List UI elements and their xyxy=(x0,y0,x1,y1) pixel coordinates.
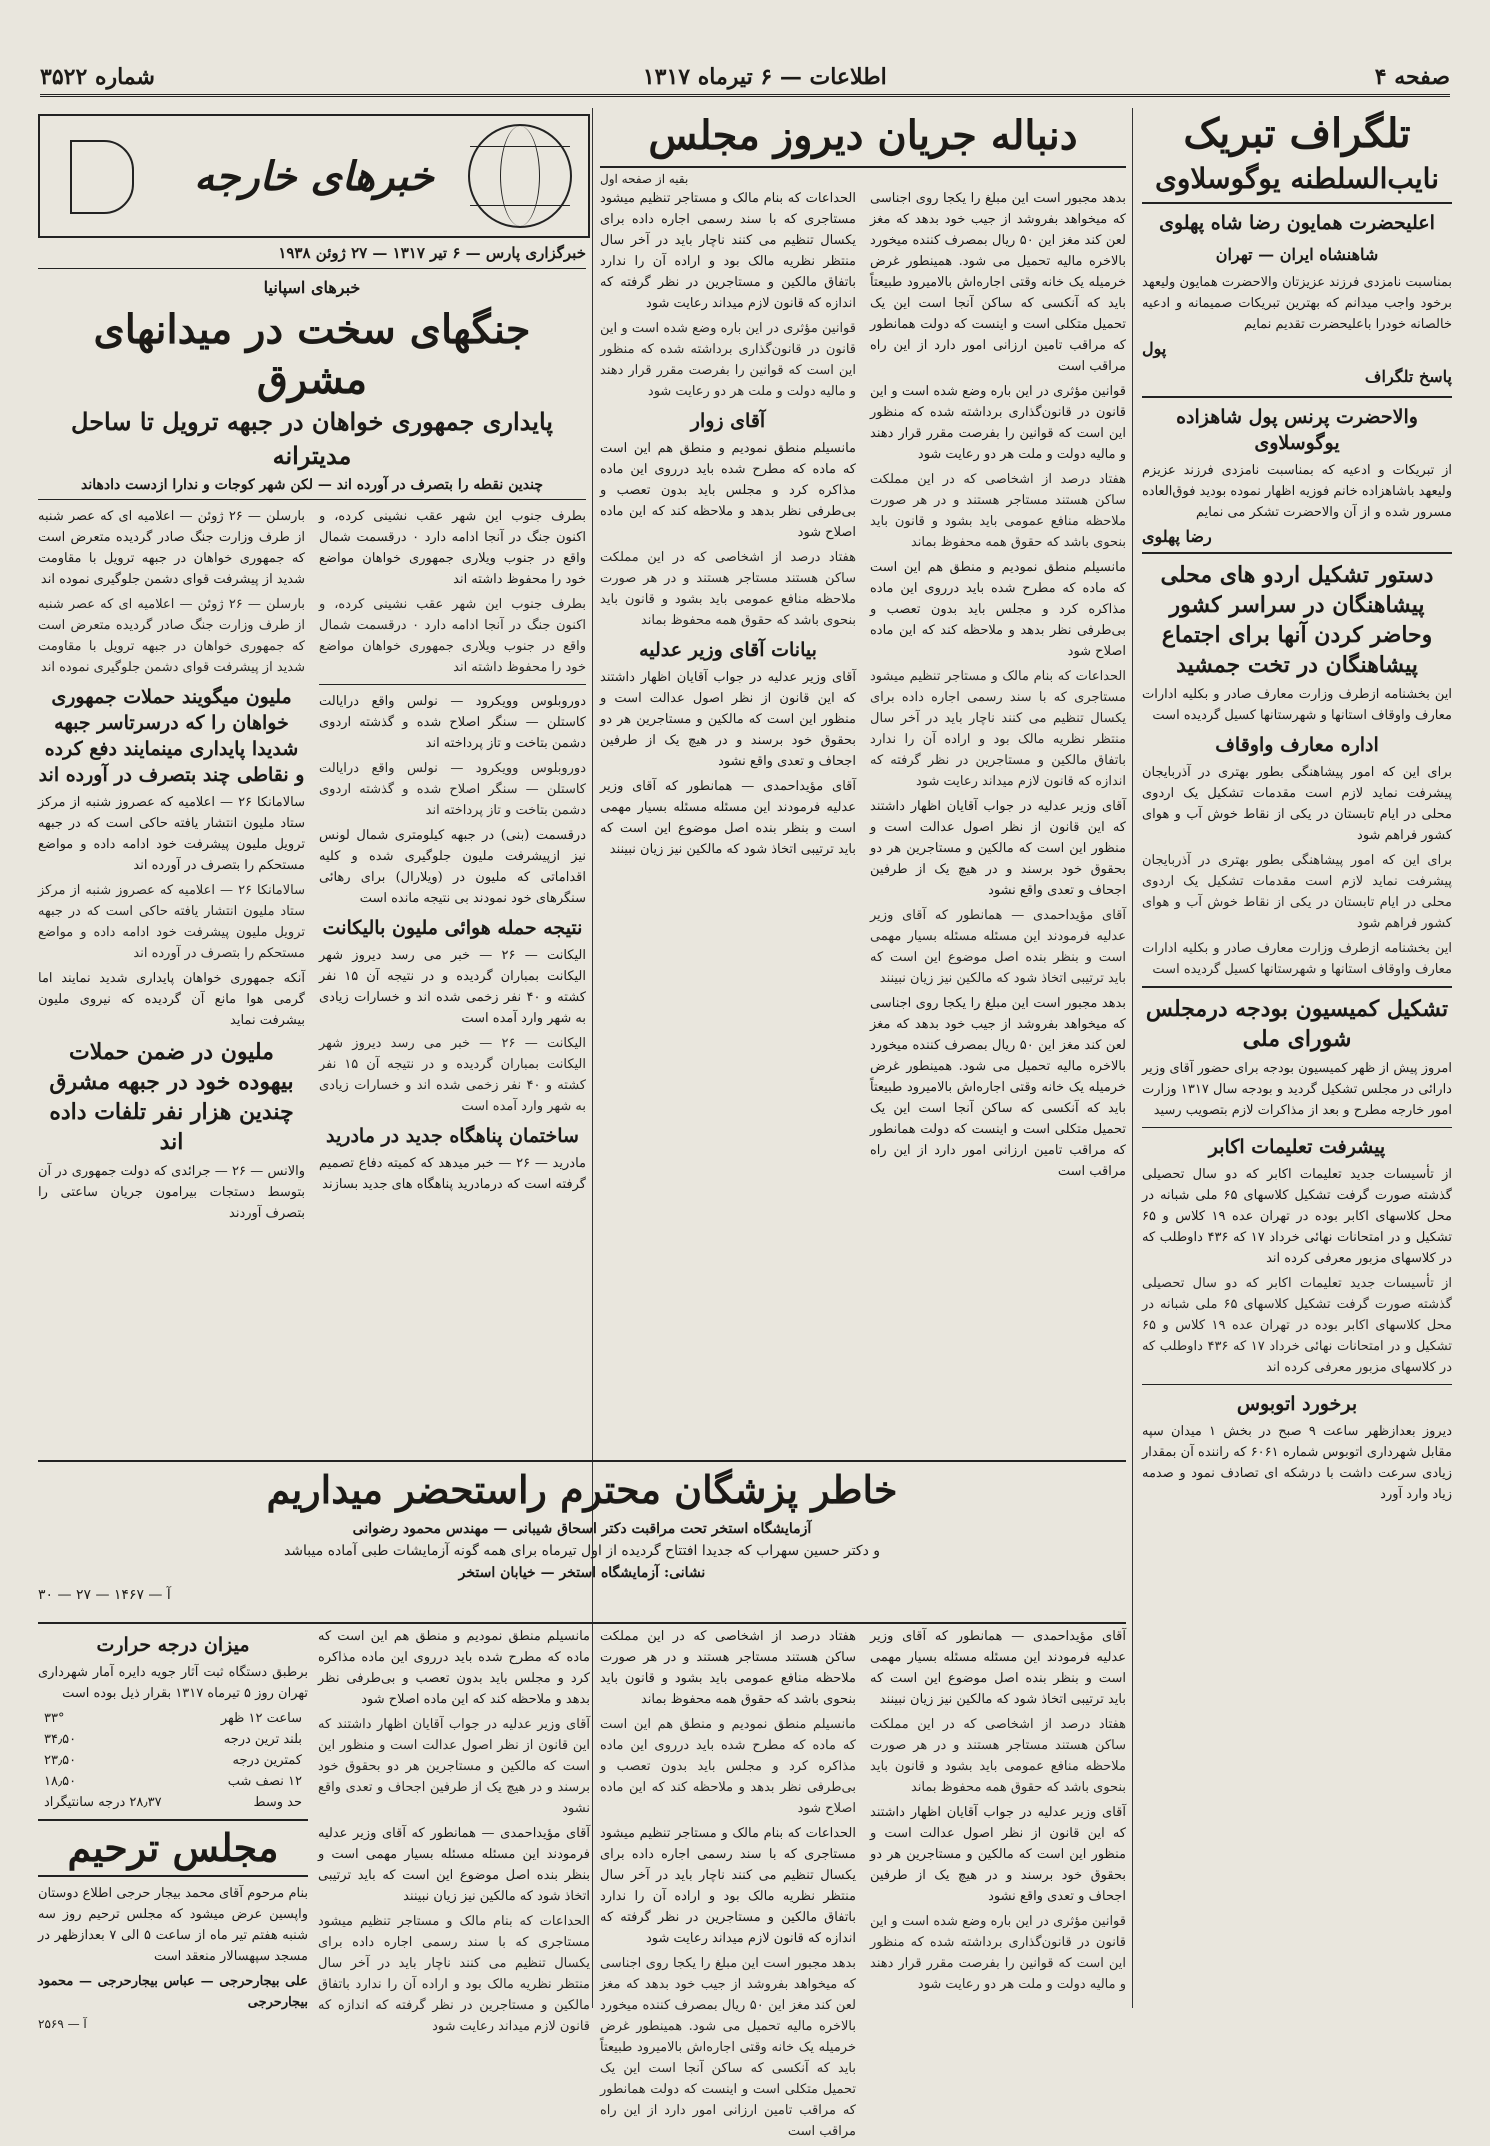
weather-row xyxy=(38,1708,308,1729)
article-text: بدهد مجبور است این مبلغ را یکجا روی اجناسی که میخواهد بفروشد از جیب خود بدهد که مغز لعن کند مغز این ۵۰ ریال بمصرف کننده میخورد بالاخره مالیه تحمیل می شود. همینطور غرض خرمیله یک خانه وقتی اجاره‌اش بالامیرود طبیعتاً باید که آنکسی که ساکن آنجا است این یک تحمیل متکلی است و اینست که دولت همانطور که مراقب تامین ارزانی امور دارد از این راه مراقب است xyxy=(600,1956,856,2139)
memorial-code: آ — ۲۵۶۹ xyxy=(38,2017,87,2031)
text-column xyxy=(38,506,305,1228)
column-rule xyxy=(592,108,593,2008)
telegraph-subtitle: نایب‌السلطنه یوگوسلاوی xyxy=(1142,160,1452,204)
divider xyxy=(1142,1384,1452,1385)
subheadline: پایداری جمهوری خواهان در جبهه ترویل تا ساحل مدیترانه xyxy=(71,407,553,470)
article-text: مانسیلم منطق نمودیم و منطق هم این است که ماده که مطرح شده باید درروی این ماده مذاکره کرد و مجلس باید بدون تعصب و بی‌طرفی نظر بدهد و ملاحظه کند که این ماده اصلاح شود xyxy=(600,441,856,540)
article-text: آقای مؤیداحمدی — همانطور که آقای وزیر عدلیه فرمودند این مسئله مسئله بسیار مهمی است و بنظر بنده اصل موضوع این است که باید ترتیبی اتخاذ شود که مالکین نیز زیان نبینند xyxy=(600,779,856,857)
article-text: هفتاد درصد از اشخاصی که در این مملکت ساکن هستند مستاجر هستند و در هر صورت ملاحظه منافع عمومی باید بشود و قانون باید بنحوی باشد که حقوق همه محفوظ بماند xyxy=(600,1629,856,1707)
continued-note: بقیه از صفحه اول xyxy=(600,172,689,186)
recipient-line: اعلیحضرت همایون رضا شاه پهلوی xyxy=(1159,212,1435,234)
article-text: از تأسیسات جدید تعلیمات اکابر که دو سال تحصیلی گذشته صورت گرفت تشکیل کلاسهای ۶۵ ملی شبانه در محل کلاسهای اکابر بوده در تهران عده ۱۹ کلاس و ۶۵ تشکیل و در امتحانات نهائی خرداد ۱۷ که ۴۳۶ داوطلب که در کلاسهای مزبور معرفی کرده اند xyxy=(1142,1276,1453,1375)
article-text: بطرف جنوب این شهر عقب نشینی کرده، و اکنون جنگ در آنجا ادامه دارد ۰ درقسمت شمال واقع در جنوب ویلاری جمهوری خواهان مواضع خود را محفوظ داشته اند xyxy=(319,597,586,675)
telegram-text: بمناسبت نامزدی فرزند عزیزتان والاحضرت همایون ولیعهد برخود واجب میدانم که بهترین تبریکات صمیمانه و ادعیه خالصانه خودرا باعلیحضرت تقدیم نمایم xyxy=(1142,275,1452,332)
weather-label: کمترین درجه xyxy=(232,1753,302,1768)
signature: رضا پهلوی xyxy=(1142,527,1212,546)
article-text: این بخشنامه ازطرف وزارت معارف صادر و بکلیه ادارات معارف واوقاف استانها و شهرستانها کسیل گردیده است xyxy=(1142,687,1452,723)
page-number: صفحه ۴ xyxy=(1374,64,1450,90)
article-text: الیکانت — ۲۶ — خبر می رسد دیروز شهر الیکانت بمباران گردیده و در نتیجه آن ۱۵ نفر کشته و ۴۰ نفر زخمی شده اند و خسارات زیادی به شهر وارد آمده است xyxy=(319,948,587,1026)
divider xyxy=(1142,1127,1452,1128)
article-text: آقای وزیر عدلیه در جواب آقایان اظهار داشتند که این قانون از نظر اصول عدالت است و منظور این است که مالکین و مستاجرین هر دو بحقوق خود برسند و در هیچ یک از طرفین اجحاف و تعدی واقع نشود xyxy=(600,670,856,769)
text-column xyxy=(600,1626,856,2146)
article-text: برای این که امور پیشاهنگی بطور بهتری در آذربایجان پیشرفت نماید لازم است مقدمات تشکیل یک اردوی محلی در ایام تابستان در یکی از نقاط خوش آب و هوای کشور فراهم شود xyxy=(1142,765,1452,843)
deck: چندین نقطه را بتصرف در آورده اند — لکن شهر کوجات و ندارا ازدست دادهاند xyxy=(81,477,543,493)
foreign-text-columns xyxy=(38,506,586,1228)
article-text: دوروبلوس وویکرود — نولس واقع درایالت کاستلن — سنگر اصلاح شده و گذشته اردوی دشمن بتاخت و تاز پرداخته اند xyxy=(319,694,586,751)
weather-label: ۱۲ نصف شب xyxy=(227,1774,302,1789)
center-text-columns xyxy=(600,188,1126,1186)
weather-value: ۲۳٫۵۰ xyxy=(44,1753,77,1768)
signature: پول xyxy=(1142,339,1167,358)
bottom-text-columns xyxy=(600,1626,1126,2146)
article-title: دنباله جریان دیروز مجلس xyxy=(600,108,1126,168)
article-text: آقای وزیر عدلیه در جواب آقایان اظهار داشتند که این قانون از نظر اصول عدالت است و منظور این است که مالکین و مستاجرین هر دو بحقوق خود برسند و در هیچ یک از طرفین اجحاف و تعدی واقع نشود xyxy=(870,799,1126,898)
article-text: بارسلن — ۲۶ ژوئن — اعلامیه ای که عصر شنبه از طرف وزارت جنگ صادر گردیده متعرض است که جمهوری خواهان در جبهه ترویل با مقاومت شدید از پیشرفت قوای دشمن جلوگیری نموده اند xyxy=(38,509,305,587)
left-column xyxy=(38,244,586,1444)
article-text: امروز پیش از ظهر کمیسیون بودجه برای حضور آقای وزیر دارائی در مجلس تشکیل گردید و بودجه سال ۱۳۱۷ وزارت امور خارجه مطرح و بعد از مذاکرات لازم بتصویب رسید xyxy=(1142,1061,1452,1118)
text-column xyxy=(600,188,856,1186)
article-text: قوانین مؤثری در این باره وضع شده است و این قانون در قانون‌گذاری برداشته شده که منظور این است که قوانین را بفرصت مقرر قرار دهند و مالیه دولت و ملت هر دو رعایت شود xyxy=(600,321,856,399)
notice-code: آ — ۱۴۶۷ — ۲۷ — ۳۰ xyxy=(38,1587,171,1603)
article-text: هفتاد درصد از اشخاصی که در این مملکت ساکن هستند مستاجر هستند و در هر صورت ملاحظه منافع عمومی باید بشود و قانون باید بنحوی باشد که حقوق همه محفوظ بماند xyxy=(600,550,856,628)
weather-value: ۱۸٫۵۰ xyxy=(44,1774,77,1789)
article-text: الحداعات که بنام مالک و مستاجر تنظیم میشود مستاجری که با سند رسمی اجاره داده برای یکسال تنظیم می کنند ناچار باید در آخر سال منتظر نظریه مالک بود و اراده آن را ندارد باتفاق مالکین و مستاجرین در نظر گرفته که اندازه که قانون لازم میداند رعایت شود xyxy=(870,669,1126,789)
section-head: پیشرفت تعلیمات اکابر xyxy=(1208,1136,1386,1158)
section-head: برخورد اتوبوس xyxy=(1236,1393,1358,1415)
issue-number: شماره ۳۵۲۲ xyxy=(40,64,155,90)
article-text: از تأسیسات جدید تعلیمات اکابر که دو سال تحصیلی گذشته صورت گرفت تشکیل کلاسهای ۶۵ ملی شبانه در محل کلاسهای اکابر بوده در تهران عده ۱۹ کلاس و ۶۵ تشکیل و در امتحانات نهائی خرداد ۱۷ که ۴۳۶ داوطلب که در کلاسهای مزبور معرفی کرده اند xyxy=(1142,1167,1453,1266)
section-head: ملیون در ضمن حملات بیهوده خود در جبهه مشرق چندین هزار نفر تلفات داده اند xyxy=(49,1039,294,1155)
weather-row xyxy=(38,1750,308,1771)
foreign-news-banner xyxy=(38,114,590,238)
article-text: آقای مؤیداحمدی — همانطور که آقای وزیر عدلیه فرمودند این مسئله مسئله بسیار مهمی است و بنظر بنده اصل موضوع این است که باید ترتیبی اتخاذ شود که مالکین نیز زیان نبینند xyxy=(870,908,1126,986)
article-text: این بخشنامه ازطرف وزارت معارف صادر و بکلیه ادارات معارف واوقاف استانها و شهرستانها کسیل گردیده است xyxy=(1142,941,1452,977)
weather-value: ۳۳° xyxy=(44,1711,65,1726)
article-text: سالامانکا ۲۶ — اعلامیه که عصروز شنبه از مرکز ستاد ملیون انتشار یافته حاکی است که در جبهه ترویل ملیون پیشرفت خود ادامه داده و مواضع مستحکم را بتصرف در آورده اند xyxy=(38,883,305,961)
section-head: ملیون میگویند حملات جمهوری خواهان را که درسرتاسر جبهه شدیدا پایداری مینمایند دفع کرده و نقاطی چند بتصرف در آورده اند xyxy=(38,686,305,786)
speech-head: بیانات آقای وزیر عدلیه xyxy=(639,639,817,661)
article-text: بدهد مجبور است این مبلغ را یکجا روی اجناسی که میخواهد بفروشد از جیب خود بدهد که مغز لعن کند مغز این ۵۰ ریال بمصرف کننده میخورد بالاخره مالیه تحمیل می شود. همینطور غرض خرمیله یک خانه وقتی اجاره‌اش بالامیرود طبیعتاً باید که آنکسی که ساکن آنجا است این یک تحمیل متکلی است و اینست که دولت همانطور که مراقب تامین ارزانی امور دارد از این راه مراقب است xyxy=(870,191,1126,374)
article-text: هفتاد درصد از اشخاصی که در این مملکت ساکن هستند مستاجر هستند و در هر صورت ملاحظه منافع عمومی باید بشود و قانون باید بنحوی باشد که حقوق همه محفوظ بماند xyxy=(870,472,1126,550)
weather-row xyxy=(38,1729,308,1750)
article-text: آقای وزیر عدلیه در جواب آقایان اظهار داشتند که این قانون از نظر اصول عدالت است و منظور این است که مالکین و مستاجرین هر دو بحقوق خود برسند و در هیچ یک از طرفین اجحاف و تعدی واقع نشود xyxy=(870,1805,1126,1904)
weather-value: ۳۴٫۵۰ xyxy=(44,1732,77,1747)
weather-label: ساعت ۱۲ ظهر xyxy=(220,1711,302,1726)
memorial-signers: علی بیجارحرجی — عباس بیجارحرجی — محمود بیجارحرجی xyxy=(38,1974,308,2010)
weather-title: میزان درجه حرارت xyxy=(96,1634,250,1656)
divider xyxy=(1142,986,1452,988)
reply-title: پاسخ تلگراف xyxy=(1364,367,1452,386)
banner-title: خبرهای خارجه xyxy=(194,152,434,200)
article-text: مانسیلم منطق نمودیم و منطق هم این است که ماده که مطرح شده باید درروی این ماده مذاکره کرد و مجلس باید بدون تعصب و بی‌طرفی نظر بدهد و ملاحظه کند که این ماده اصلاح شود xyxy=(318,1629,590,1707)
notice-line: و دکتر حسین سهراب که جدیدا افتتاح گردیده از اول تیرماه برای همه گونه آزمایشات طبی آماده میباشد xyxy=(283,1543,881,1559)
section-head: اداره معارف واوقاف xyxy=(1215,734,1379,756)
weather-row xyxy=(38,1792,308,1813)
article-text: آقای وزیر عدلیه در جواب آقایان اظهار داشتند که این قانون از نظر اصول عدالت است و منظور این است که مالکین و مستاجرین هر دو بحقوق خود برسند و در هیچ یک از طرفین اجحاف و تعدی واقع نشود xyxy=(318,1717,590,1816)
text-column xyxy=(319,506,586,1228)
kicker: خبرهای اسپانیا xyxy=(263,278,361,297)
column-rule xyxy=(1132,108,1133,2008)
article-text: دیروز بعدازظهر ساعت ۹ صبح در بخش ۱ میدان سپه مقابل شهرداری اتوبوس شماره ۶۰۶۱ که راننده آن بمقدار زیادی سرعت داشت با درشکه ای تصادف نمود و صدمه زیاد وارد آورد xyxy=(1142,1424,1452,1502)
article-text: آنکه جمهوری خواهان پایداری شدید نمایند اما گرمی هوا مانع آن گردیده که نیروی ملیون بیشرفت نماید xyxy=(38,971,305,1028)
news-byline: خبرگزاری پارس — ۶ تیر ۱۳۱۷ — ۲۷ ژوئن ۱۹۳۸ xyxy=(278,244,586,262)
article-text: مانسیلم منطق نمودیم و منطق هم این است که ماده که مطرح شده باید درروی این ماده مذاکره کرد و مجلس باید بدون تعصب و بی‌طرفی نظر بدهد و ملاحظه کند که این ماده اصلاح شود xyxy=(600,1717,856,1816)
divider xyxy=(319,684,586,685)
article-text: مانسیلم منطق نمودیم و منطق هم این است که ماده که مطرح شده باید درروی این ماده مذاکره کرد و مجلس باید بدون تعصب و بی‌طرفی نظر بدهد و ملاحظه کند که این ماده اصلاح شود xyxy=(870,560,1126,659)
divider xyxy=(1142,552,1452,554)
masthead xyxy=(40,60,1450,97)
weather-table xyxy=(38,1708,308,1813)
gramophone-horn-icon xyxy=(70,140,134,214)
notice-address: نشانی: آزمایشگاه استخر — خیابان استخر xyxy=(458,1565,706,1581)
weather-label: بلند ترین درجه xyxy=(223,1732,302,1747)
divider xyxy=(1142,396,1452,398)
bottom-center-text xyxy=(600,1626,1126,2139)
text-column xyxy=(870,1626,1126,2146)
article-text: سالامانکا ۲۶ — اعلامیه که عصروز شنبه از مرکز ستاد ملیون انتشار یافته حاکی است که در جبهه ترویل ملیون پیشرفت خود ادامه داده و مواضع مستحکم را بتصرف در آورده اند xyxy=(38,795,305,873)
section-head: تشکیل کمیسیون بودجه درمجلس شورای ملی xyxy=(1145,996,1449,1052)
article-text: آقای مؤیداحمدی — همانطور که آقای وزیر عدلیه فرمودند این مسئله مسئله بسیار مهمی است و بنظر بنده اصل موضوع این است که باید ترتیبی اتخاذ شود که مالکین نیز زیان نبینند xyxy=(318,1826,590,1904)
reply-text: از تبریکات و ادعیه که بمناسبت نامزدی فرزند عزیزم ولیعهد باشاهزاده خانم فوزیه اظهار نموده بودید فوق‌العاده مسرور شده و از آن والاحضرت تشکر می نمایم xyxy=(1142,463,1452,520)
notice-line: آزمایشگاه استخر تحت مراقبت دکتر اسحاق شیبانی — مهندس محمود رضوانی xyxy=(352,1521,812,1537)
article-text: الحداعات که بنام مالک و مستاجر تنظیم میشود مستاجری که با سند رسمی اجاره داده برای یکسال تنظیم می کنند ناچار باید در آخر سال منتظر نظریه مالک بود و اراده آن را ندارد باتفاق مالکین و مستاجرین در نظر گرفته که اندازه که قانون لازم میداند رعایت شود xyxy=(600,191,856,311)
weather-label: حد وسط xyxy=(253,1795,302,1810)
article-text: بدهد مجبور است این مبلغ را یکجا روی اجناسی که میخواهد بفروشد از جیب خود بدهد که مغز لعن کند مغز این ۵۰ ریال بمصرف کننده میخورد بالاخره مالیه تحمیل می شود. همینطور غرض خرمیله یک خانه وقتی اجاره‌اش بالامیرود طبیعتاً باید که آنکسی که ساکن آنجا است این یک تحمیل متکلی است و اینست که دولت همانطور که مراقب تامین ارزانی امور دارد از این راه مراقب است xyxy=(870,996,1126,1179)
bottom-left-text xyxy=(318,1626,590,2034)
memorial-title: مجلس ترحیم xyxy=(38,1819,308,1877)
memorial-text: بنام مرحوم آقای محمد بیجار حرجی اطلاع دوستان واپسین عرض میشود که مجلس ترحیم روز سه شنبه هفتم تیر ماه از ساعت ۵ الی ۷ بعدازظهر در مسجد سپهسالار منعقد است xyxy=(38,1886,308,1964)
right-column xyxy=(1142,108,1452,1988)
weather-row xyxy=(38,1771,308,1792)
section-head: ساختمان پناهگاه جدید در مادرید xyxy=(326,1125,579,1147)
article-text: بارسلن — ۲۶ ژوئن — اعلامیه ای که عصر شنبه از طرف وزارت جنگ صادر گردیده متعرض است که جمهوری خواهان در جبهه ترویل با مقاومت شدید از پیشرفت قوای دشمن جلوگیری نموده اند xyxy=(38,597,305,675)
headline: جنگهای سخت در میدانهای مشرق xyxy=(93,306,531,403)
article-text: هفتاد درصد از اشخاصی که در این مملکت ساکن هستند مستاجر هستند و در هر صورت ملاحظه منافع عمومی باید بشود و قانون باید بنحوی باشد که حقوق همه محفوظ بماند xyxy=(870,1717,1126,1795)
recipient-line: شاهنشاه ایران — تهران xyxy=(1215,245,1379,264)
article-text: الیکانت — ۲۶ — خبر می رسد دیروز شهر الیکانت بمباران گردیده و در نتیجه آن ۱۵ نفر کشته و ۴۰ نفر زخمی شده اند و خسارات زیادی به شهر وارد آمده است xyxy=(319,1036,587,1114)
divider xyxy=(38,499,586,500)
telegraph-title: تلگراف تبریک xyxy=(1183,110,1411,157)
speech-head: آقای زوار xyxy=(690,410,766,432)
section-head: نتیجه حمله هوائی ملیون بالیکانت xyxy=(322,917,583,939)
center-column xyxy=(600,108,1126,1453)
globe-icon xyxy=(468,124,572,228)
article-text: قوانین مؤثری در این باره وضع شده است و این قانون در قانون‌گذاری برداشته شده که منظور این است که قوانین را بفرصت مقرر قرار دهند و مالیه دولت و ملت هر دو رعایت شود xyxy=(870,384,1126,462)
article-text: برای این که امور پیشاهنگی بطور بهتری در آذربایجان پیشرفت نماید لازم است مقدمات تشکیل یک اردوی محلی در ایام تابستان در یکی از نقاط خوش آب و هوای کشور فراهم شود xyxy=(1142,853,1452,931)
issue-date: اطلاعات — ۶ تیرماه ۱۳۱۷ xyxy=(642,64,887,90)
article-text: درقسمت (بنی) در جبهه کیلومتری شمال لونس نیز ازپیشرفت ملیون جلوگیری شده و کلیه اقداماتی که ملیون در (ویلارال) برای رهائی سنگرهای خود نمودند بی نتیجه مانده است xyxy=(319,828,586,906)
notice-title: خاطر پزشگان محترم راستحضر میداریم xyxy=(266,1467,898,1512)
article-text: دوروبلوس وویکرود — نولس واقع درایالت کاستلن — سنگر اصلاح شده و گذشته اردوی دشمن بتاخت و تاز پرداخته اند xyxy=(319,761,586,818)
weather-intro: برطبق دستگاه ثبت آثار جویه دایره آمار شهرداری تهران روز ۵ تیرماه ۱۳۱۷ بقرار ذیل بوده است xyxy=(38,1665,308,1701)
divider xyxy=(38,268,586,269)
article-text: آقای مؤیداحمدی — همانطور که آقای وزیر عدلیه فرمودند این مسئله مسئله بسیار مهمی است و بنظر بنده اصل موضوع این است که باید ترتیبی اتخاذ شود که مالکین نیز زیان نبینند xyxy=(870,1629,1126,1707)
reply-head: والاحضرت پرنس پول شاهزاده یوگوسلاوی xyxy=(1176,406,1418,454)
section-head: دستور تشکیل اردو های محلی پیشاهنگان در سراسر کشور وحاضر کردن آنها برای اجتماع پیشاهنگان در تخت جمشید xyxy=(1160,562,1434,678)
weather-and-memorial xyxy=(38,1626,308,2031)
article-text: الحداعات که بنام مالک و مستاجر تنظیم میشود مستاجری که با سند رسمی اجاره داده برای یکسال تنظیم می کنند ناچار باید در آخر سال منتظر نظریه مالک بود و اراده آن را ندارد باتفاق مالکین و مستاجرین در نظر گرفته که اندازه که قانون لازم میداند رعایت شود xyxy=(600,1826,856,1946)
article-text: الحداعات که بنام مالک و مستاجر تنظیم میشود مستاجری که با سند رسمی اجاره داده برای یکسال تنظیم می کنند ناچار باید در آخر سال منتظر نظریه مالک بود و اراده آن را ندارد باتفاق مالکین و مستاجرین در نظر گرفته که اندازه که قانون لازم میداند رعایت شود xyxy=(318,1914,590,2034)
article-text: بطرف جنوب این شهر عقب نشینی کرده، و اکنون جنگ در آنجا ادامه دارد ۰ درقسمت شمال واقع در جنوب ویلاری جمهوری خواهان مواضع خود را محفوظ داشته اند xyxy=(319,509,586,587)
text-column xyxy=(870,188,1126,1186)
article-text: قوانین مؤثری در این باره وضع شده است و این قانون در قانون‌گذاری برداشته شده که منظور این است که قوانین را بفرصت مقرر قرار دهند و مالیه دولت و ملت هر دو رعایت شود xyxy=(870,1914,1126,1992)
lab-notice xyxy=(38,1460,1126,1624)
article-text: والانس — ۲۶ — جرائدی که دولت جمهوری در آن بتوسط دستجات بیرامون جریان ساعتی را بتصرف آوردند xyxy=(38,1164,305,1221)
article-text: مادرید — ۲۶ — خبر میدهد که کمیته دفاع تصمیم گرفته است که درمادرید پناهگاه های جدید بسازند xyxy=(319,1156,586,1192)
weather-value: ۲۸٫۳۷ درجه سانتیگراد xyxy=(44,1795,162,1810)
